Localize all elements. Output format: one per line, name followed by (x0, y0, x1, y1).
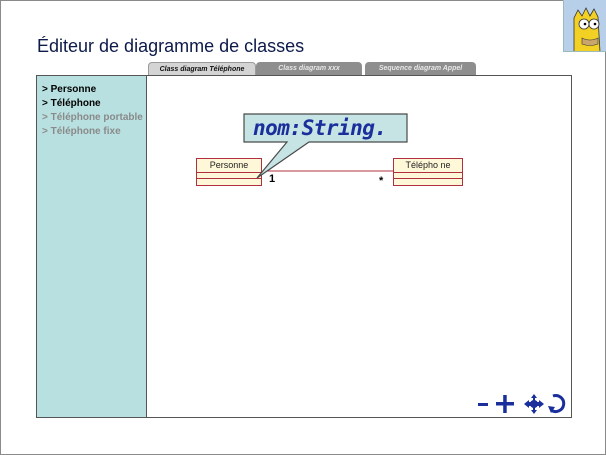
editor-workarea (36, 75, 572, 418)
cartoon-avatar-icon (564, 0, 606, 52)
sidebar-item-telephone-fixe[interactable]: > Téléphone fixe (42, 126, 121, 137)
move-icon[interactable] (522, 393, 542, 415)
multiplicity-right: * (379, 175, 384, 187)
sidebar-item-telephone[interactable]: > Téléphone (42, 98, 101, 109)
class-list-sidebar (37, 76, 147, 417)
class-name: Personne (197, 159, 261, 173)
rotate-icon[interactable] (548, 393, 568, 415)
diagram-canvas[interactable] (147, 76, 571, 417)
zoom-out-icon[interactable] (476, 393, 496, 415)
avatar (563, 0, 606, 52)
tab-class-diagram-xxx[interactable]: Class diagram xxx (256, 62, 362, 75)
page-title: Éditeur de diagramme de classes (37, 36, 305, 56)
tab-class-diagram-telephone[interactable]: Class diagram Téléphone (148, 62, 256, 75)
multiplicity-left: 1 (269, 173, 276, 185)
class-name: Télépho ne (394, 159, 462, 173)
sidebar-item-telephone-portable[interactable]: > Téléphone portable (42, 112, 143, 123)
tab-sequence-diagram-appel[interactable]: Sequence diagram Appel (365, 62, 476, 75)
handwritten-attribute-annotation[interactable]: nom:String. (253, 116, 387, 140)
sidebar-item-personne[interactable]: > Personne (42, 84, 97, 95)
zoom-in-icon[interactable] (494, 393, 514, 415)
